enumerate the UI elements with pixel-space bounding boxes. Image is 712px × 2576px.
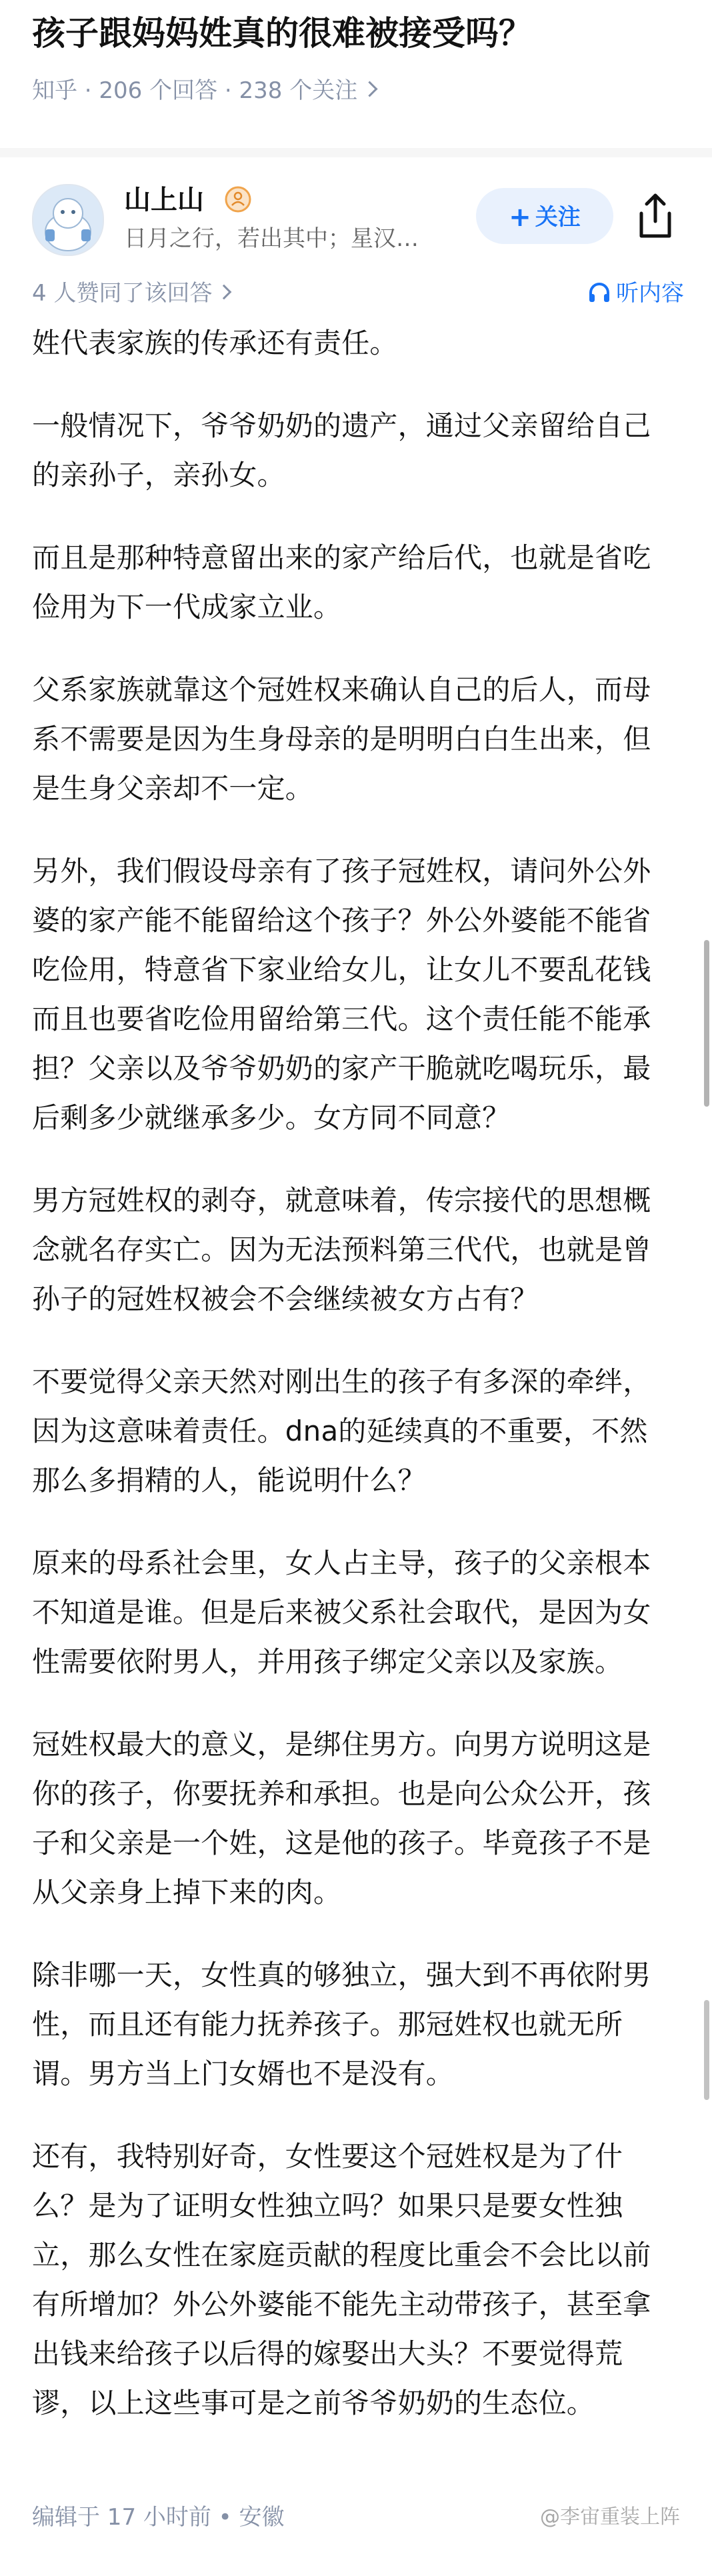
answer-paragraph: 不要觉得父亲天然对刚出生的孩子有多深的牵绊，因为这意味着责任。dna的延续真的不重要，不然那么多捐精的人，能说明什么？ <box>32 1365 651 1497</box>
answer-meta-row <box>0 273 712 316</box>
avatar[interactable] <box>32 184 104 256</box>
upvote-text: 4 人赞同了该回答 <box>32 280 213 307</box>
answer-paragraph: 还有，我特别好奇，女性要这个冠姓权是为了什么？是为了证明女性独立吗？如果只是要女性独立，那么女性在家庭贡献的程度比重会不会比以前有所增加？外公外婆能不能先主动带孩子，甚至拿出钱来给孩子以后得的嫁娶出大头？不要觉得荒谬，以上这些事可是之前爷爷奶奶的生态位。 <box>32 2140 651 2419</box>
badge-icon <box>224 185 252 213</box>
headphones-icon <box>588 282 611 303</box>
answer-paragraph: 男方冠姓权的剥夺，就意味着，传宗接代的思想概念就名存实亡。因为无法预料第三代代，也就是曾孙子的冠姓权被会不会继续被女方占有？ <box>32 1184 651 1315</box>
answer-paragraph: 冠姓权最大的意义，是绑住男方。向男方说明这是你的孩子，你要抚养和承担。也是向公众公开，孩子和父亲是一个姓，这是他的孩子。毕竟孩子不是从父亲身上掉下来的肉。 <box>32 1728 651 1909</box>
answer-paragraph: 原来的母系社会里，女人占主导，孩子的父亲根本不知道是谁。但是后来被父系社会取代，是因为女性需要依附男人，并用孩子绑定父亲以及家族。 <box>32 1547 651 1678</box>
listen-label: 听内容 <box>616 280 684 307</box>
upvote-count[interactable] <box>32 277 229 309</box>
answer-body <box>32 319 668 2461</box>
scrollbar[interactable] <box>704 940 709 1107</box>
edit-info: 编辑于 17 小时前 • 安徽 <box>32 2504 285 2531</box>
author-name[interactable]: 山上山 <box>124 185 204 215</box>
author-row <box>0 157 712 277</box>
share-icon[interactable] <box>632 192 679 241</box>
follow-label: 关注 <box>535 204 581 231</box>
answer-paragraph: 父系家族就靠这个冠姓权来确认自己的后人，而母系不需要是因为生身母亲的是明明白白生出来，但是生身父亲却不一定。 <box>32 673 651 805</box>
chevron-right-icon <box>217 284 232 299</box>
chevron-right-icon <box>362 81 378 97</box>
listen-button[interactable] <box>588 277 684 309</box>
answer-paragraph: 除非哪一天，女性真的够独立，强大到不再依附男性，而且还有能力抚养孩子。那冠姓权也就无所谓。男方当上门女婿也不是没有。 <box>32 1959 651 2090</box>
watermark: @李宙重装上阵 <box>540 2505 680 2529</box>
answer-footer <box>32 2501 680 2539</box>
question-title[interactable]: 孩子跟妈妈姓真的很难被接受吗？ <box>32 14 532 53</box>
answer-paragraph: 姓代表家族的传承还有责任。 <box>32 327 398 359</box>
follow-button[interactable] <box>476 188 613 244</box>
author-bio: 日月之行，若出其中；星汉… <box>124 225 419 252</box>
scrollbar-secondary[interactable] <box>704 2000 709 2100</box>
header-divider <box>0 148 712 157</box>
answer-paragraph: 一般情况下，爷爷奶奶的遗产，通过父亲留给自己的亲孙子，亲孙女。 <box>32 409 651 491</box>
question-meta[interactable] <box>32 75 375 107</box>
answer-paragraph: 另外，我们假设母亲有了孩子冠姓权，请问外公外婆的家产能不能留给这个孩子？外公外婆能不能省吃俭用，特意省下家业给女儿，让女儿不要乱花钱而且也要省吃俭用留给第三代。这个责任能不能承担？父亲以及爷爷奶奶的家产干脆就吃喝玩乐，最后剩多少就继承多少。女方同不同意？ <box>32 855 651 1134</box>
answer-paragraph: 而且是那种特意留出来的家产给后代，也就是省吃俭用为下一代成家立业。 <box>32 541 651 623</box>
plus-icon: + <box>509 202 531 233</box>
question-meta-text: 知乎 · 206 个回答 · 238 个关注 <box>32 77 358 104</box>
question-header <box>0 0 712 148</box>
